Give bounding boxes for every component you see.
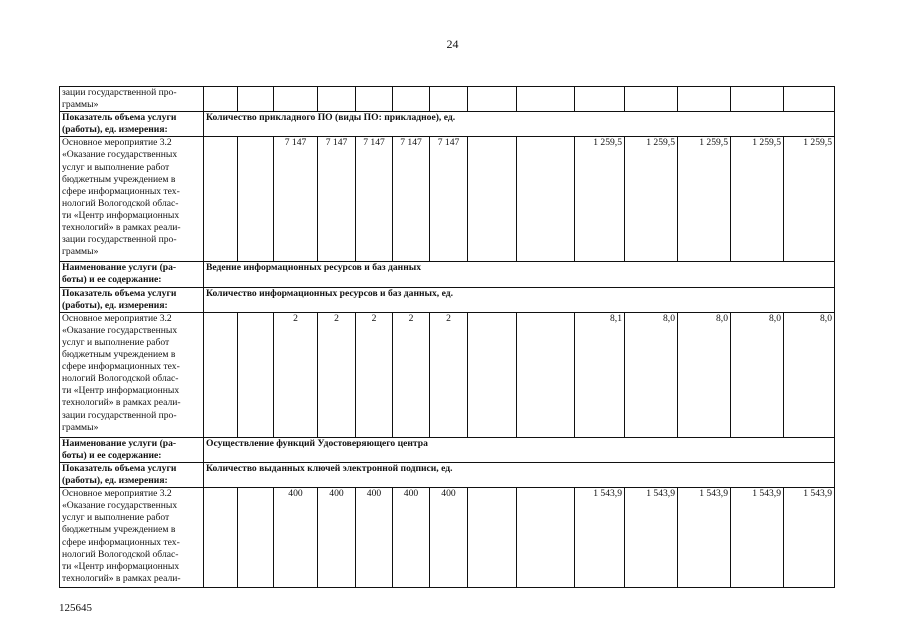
- volume-value: 2: [393, 312, 430, 437]
- volume-value: 2: [318, 312, 356, 437]
- empty-cell: [678, 87, 731, 112]
- row-header-label: Показатель объема услуги (работы), ед. измерения:: [60, 462, 204, 487]
- cost-value: 1 259,5: [678, 137, 731, 262]
- empty-cell: [517, 312, 575, 437]
- cost-value: 1 543,9: [575, 488, 625, 588]
- empty-cell: [238, 488, 274, 588]
- table-row: [60, 137, 835, 262]
- service-description: Количество выданных ключей электронной подписи, ед.: [204, 462, 835, 487]
- table-row: [60, 437, 835, 462]
- empty-cell: [784, 87, 835, 112]
- cost-value: 8,0: [784, 312, 835, 437]
- row-header-label: Наименование услуги (ра- боты) и ее содержание:: [60, 262, 204, 287]
- volume-value: 400: [393, 488, 430, 588]
- page-number: 24: [446, 37, 459, 51]
- row-header-label: Наименование услуги (ра- боты) и ее содержание:: [60, 437, 204, 462]
- volume-value: 400: [318, 488, 356, 588]
- service-description: Ведение информационных ресурсов и баз данных: [204, 262, 835, 287]
- table-row: [60, 112, 835, 137]
- cost-value: 1 543,9: [731, 488, 784, 588]
- cost-value: 8,0: [625, 312, 678, 437]
- empty-cell: [517, 137, 575, 262]
- table-row: [60, 87, 835, 112]
- services-table: [59, 86, 835, 588]
- empty-cell: [204, 137, 238, 262]
- empty-cell: [393, 87, 430, 112]
- table-row: [60, 262, 835, 287]
- row-label: Основное мероприятие 3.2 «Оказание государственных услуг и выполнение работ бюджетным учреждением в сфере информационных тех- нологий Вологодской облас- ти «Центр информационных технологий» в рамках реали- зации государственной про- граммы»: [60, 137, 204, 262]
- empty-cell: [318, 87, 356, 112]
- volume-value: 7 147: [430, 137, 468, 262]
- empty-cell: [575, 87, 625, 112]
- table-row: [60, 312, 835, 437]
- empty-cell: [625, 87, 678, 112]
- volume-value: 400: [430, 488, 468, 588]
- empty-cell: [204, 87, 238, 112]
- empty-cell: [204, 488, 238, 588]
- empty-cell: [430, 87, 468, 112]
- cost-value: 1 259,5: [575, 137, 625, 262]
- service-description: Количество информационных ресурсов и баз данных, ед.: [204, 287, 835, 312]
- empty-cell: [468, 488, 517, 588]
- empty-cell: [468, 312, 517, 437]
- row-header-label: Показатель объема услуги (работы), ед. измерения:: [60, 287, 204, 312]
- volume-value: 7 147: [356, 137, 393, 262]
- table-row: [60, 488, 835, 588]
- empty-cell: [731, 87, 784, 112]
- empty-cell: [517, 87, 575, 112]
- volume-value: 7 147: [274, 137, 318, 262]
- volume-value: 400: [274, 488, 318, 588]
- empty-cell: [238, 87, 274, 112]
- cost-value: 1 543,9: [625, 488, 678, 588]
- empty-cell: [468, 137, 517, 262]
- cost-value: 1 543,9: [784, 488, 835, 588]
- row-label: Основное мероприятие 3.2 «Оказание государственных услуг и выполнение работ бюджетным учреждением в сфере информационных тех- нологий Вологодской облас- ти «Центр информационных технологий» в рамках реали- зации государственной про- граммы»: [60, 312, 204, 437]
- empty-cell: [517, 488, 575, 588]
- empty-cell: [238, 312, 274, 437]
- volume-value: 400: [356, 488, 393, 588]
- empty-cell: [468, 87, 517, 112]
- service-description: Количество прикладного ПО (виды ПО: прикладное), ед.: [204, 112, 835, 137]
- cost-value: 1 259,5: [731, 137, 784, 262]
- volume-value: 2: [274, 312, 318, 437]
- cost-value: 1 543,9: [678, 488, 731, 588]
- service-description: Осуществление функций Удостоверяющего центра: [204, 437, 835, 462]
- volume-value: 7 147: [393, 137, 430, 262]
- cost-value: 8,0: [731, 312, 784, 437]
- cost-value: 1 259,5: [625, 137, 678, 262]
- table-row: [60, 462, 835, 487]
- row-label: зации государственной про- граммы»: [60, 87, 204, 112]
- empty-cell: [274, 87, 318, 112]
- volume-value: 7 147: [318, 137, 356, 262]
- volume-value: 2: [430, 312, 468, 437]
- document-code: 125645: [59, 602, 92, 614]
- empty-cell: [238, 137, 274, 262]
- cost-value: 8,1: [575, 312, 625, 437]
- table-row: [60, 287, 835, 312]
- cost-value: 8,0: [678, 312, 731, 437]
- volume-value: 2: [356, 312, 393, 437]
- empty-cell: [204, 312, 238, 437]
- cost-value: 1 259,5: [784, 137, 835, 262]
- empty-cell: [356, 87, 393, 112]
- row-label: Основное мероприятие 3.2 «Оказание государственных услуг и выполнение работ бюджетным учреждением в сфере информационных тех- нологий Вологодской облас- ти «Центр информационных технологий» в рамках реали-: [60, 488, 204, 588]
- row-header-label: Показатель объема услуги (работы), ед. измерения:: [60, 112, 204, 137]
